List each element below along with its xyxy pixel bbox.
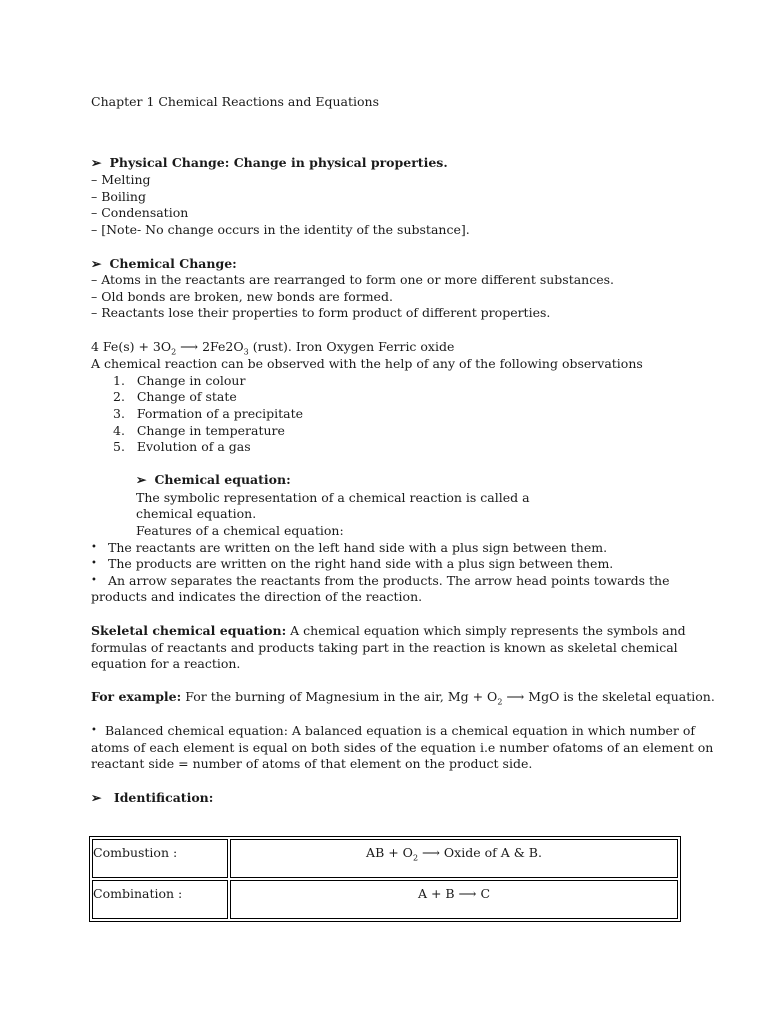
skeletal-paragraph-line: formulas of reactants and products taking part in the reaction is known as skeletal chemical (91, 640, 678, 655)
chemical-equation-heading: ➢ Chemical equation: (136, 472, 291, 487)
bullet-icon: • (91, 542, 97, 553)
list-item: 4. Change in temperature (113, 423, 285, 438)
bullet-icon: • (91, 575, 97, 586)
arrow-bullet-icon: ➢ (136, 472, 147, 487)
table-row (92, 880, 678, 919)
equation-text: chemical equation. (136, 506, 257, 521)
equation-text: The symbolic representation of a chemical reaction is called a (136, 490, 530, 505)
physical-change-heading: ➢ Physical Change: Change in physical properties. (91, 155, 448, 170)
arrow-bullet-icon: ➢ (91, 790, 102, 805)
table-cell-label: Combustion : (92, 839, 228, 878)
bullet-icon: • (91, 558, 97, 569)
list-item: – Melting (91, 172, 151, 187)
arrow-bullet-icon: ➢ (91, 155, 102, 170)
equation-text: Features of a chemical equation: (136, 523, 344, 538)
chemical-change-heading: ➢ Chemical Change: (91, 256, 237, 271)
list-item: 3. Formation of a precipitate (113, 406, 304, 421)
list-item: – Old bonds are broken, new bonds are formed. (91, 289, 393, 304)
table-cell-formula: A + B ⟶ C (230, 880, 678, 919)
skeletal-paragraph: Skeletal chemical equation: A chemical equation which simply represents the symbols and (91, 623, 686, 638)
list-item: – [Note- No change occurs in the identity of the substance]. (91, 222, 470, 237)
observations-intro: A chemical reaction can be observed with the help of any of the following observations (91, 356, 643, 371)
list-item-continued: products and indicates the direction of the reaction. (91, 589, 423, 604)
list-item: The reactants are written on the left hand side with a plus sign between them. (108, 540, 608, 555)
balanced-paragraph-line: atoms of each element is equal on both sides of the equation i.e number ofatoms of an element on (91, 740, 714, 755)
list-item: – Atoms in the reactants are rearranged to form one or more different substances. (91, 272, 615, 287)
list-item: 5. Evolution of a gas (113, 439, 251, 454)
list-item: – Boiling (91, 189, 146, 204)
identification-heading: ➢ Identification: (91, 790, 214, 805)
bullet-icon: • (91, 725, 97, 736)
balanced-paragraph-line: reactant side = number of atoms of that element on the product side. (91, 756, 533, 771)
skeletal-paragraph-line: equation for a reaction. (91, 656, 241, 671)
arrow-bullet-icon: ➢ (91, 256, 102, 271)
table-cell-formula: AB + $O_2$ ⟶ Oxide of A & B. (230, 839, 678, 878)
balanced-paragraph: Balanced chemical equation: A balanced equation is a chemical equation in which number of (105, 723, 695, 738)
chapter-title: Chapter 1 Chemical Reactions and Equations (91, 94, 380, 109)
table-row (92, 839, 678, 878)
list-item: – Condensation (91, 205, 189, 220)
identification-table (89, 836, 681, 922)
list-item: 2. Change of state (113, 389, 237, 404)
list-item: The products are written on the right hand side with a plus sign between them. (108, 556, 614, 571)
list-item: An arrow separates the reactants from the products. The arrow head points towards the (108, 573, 670, 588)
table-cell-label: Combination : (92, 880, 228, 919)
list-item: – Reactants lose their properties to form product of different properties. (91, 305, 551, 320)
rust-equation: 4 $Fe(s) + 3O_2$ ⟶ $2Fe2O_3$ (rust). Iron Oxygen Ferric oxide (91, 339, 455, 357)
example-paragraph: For example: For the burning of Magnesium in the air, $Mg + O_2$ ⟶ MgO is the skeletal equation. (91, 689, 715, 707)
list-item: 1. Change in colour (113, 373, 246, 388)
